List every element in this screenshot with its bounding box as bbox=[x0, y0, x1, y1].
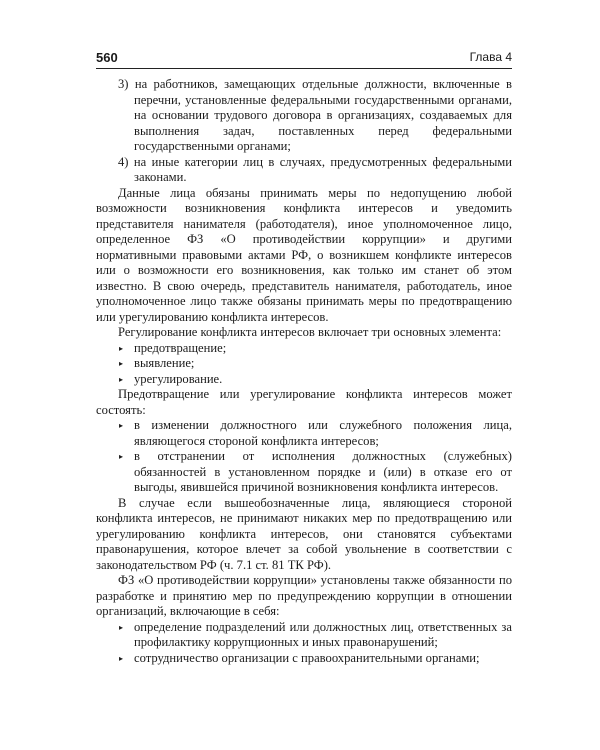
paragraph: Данные лица обязаны принимать меры по недопущению любой возможности возникновения конфликта интересов и уведомить представителя нанимателя (работодателя), иное уполномоченное лицо, определенное ФЗ «О противодействии коррупции» и другими нормативными правовыми актами РФ, о возникшем конфликте интересов или о возможности его возникновения, как только им станет об этом известно. В свою очередь, представитель нанимателя, работодатель, иное уполномоченное лицо также обязаны принимать меры по предотвращению или урегулированию конфликта интересов. bbox=[96, 185, 512, 324]
bullet-item bbox=[96, 372, 512, 388]
paragraph: Регулирование конфликта интересов включает три основных элемента: bbox=[118, 325, 502, 339]
paragraph: Предотвращение или урегулирование конфликта интересов может состоять: bbox=[96, 387, 512, 417]
bullet-item bbox=[96, 449, 512, 496]
bullet-marker-icon: ▸ bbox=[119, 359, 124, 368]
bullet-text: определение подразделений или должностных лиц, ответственных за профилактику коррупционных и иных правонарушений; bbox=[134, 619, 512, 649]
page-body bbox=[96, 77, 512, 666]
bullet-text: выявление; bbox=[134, 356, 195, 370]
list-item-3: 3) на работников, замещающих отдельные должности, включенные в перечни, установленные федеральными государственными органами, на основании трудового договора в организациях, создаваемых для выполнения задач, поставленных перед федеральными государственными органами; bbox=[118, 77, 512, 153]
bullet-item bbox=[96, 418, 512, 449]
bullet-text: сотрудничество организации с правоохранительными органами; bbox=[134, 650, 480, 665]
header-divider bbox=[96, 68, 512, 69]
bullet-item bbox=[96, 620, 512, 651]
bullet-marker-icon: ▸ bbox=[119, 421, 124, 430]
bullet-item bbox=[96, 651, 512, 667]
list-item-4: 4) на иные категории лиц в случаях, предусмотренных федеральными законами. bbox=[118, 154, 512, 184]
bullet-text: в отстранении от исполнения должностных (служебных) обязанностей в установленном порядке и (или) в отказе его от выгоды, явившейся причиной возникновения конфликта интересов. bbox=[134, 449, 512, 494]
paragraph: ФЗ «О противодействии коррупции» установлены также обязанности по разработке и принятию мер по предупреждению коррупции в отношении организаций, включающие в себя: bbox=[96, 573, 512, 618]
chapter-title: Глава 4 bbox=[469, 50, 512, 64]
bullet-text: предотвращение; bbox=[134, 340, 227, 355]
bullet-text: в изменении должностного или служебного положения лица, являющегося стороной конфликта интересов; bbox=[134, 418, 512, 448]
paragraph: В случае если вышеобозначенные лица, являющиеся стороной конфликта интересов, не принимают никаких мер по предотвращению или урегулированию конфликта интересов, они становятся субъектами правонарушения, которое влечет за собой увольнение в соответствии с законодательством РФ (ч. 7.1 ст. 81 ТК РФ). bbox=[96, 495, 512, 572]
bullet-item bbox=[96, 356, 512, 372]
bullet-marker-icon: ▸ bbox=[119, 622, 124, 632]
bullet-marker-icon: ▸ bbox=[119, 343, 124, 353]
bullet-item bbox=[96, 341, 512, 357]
bullet-marker-icon: ▸ bbox=[119, 374, 124, 384]
bullet-text: урегулирование. bbox=[134, 371, 223, 386]
bullet-marker-icon: ▸ bbox=[119, 653, 124, 663]
page-number: 560 bbox=[96, 50, 118, 65]
bullet-marker-icon: ▸ bbox=[119, 452, 124, 461]
